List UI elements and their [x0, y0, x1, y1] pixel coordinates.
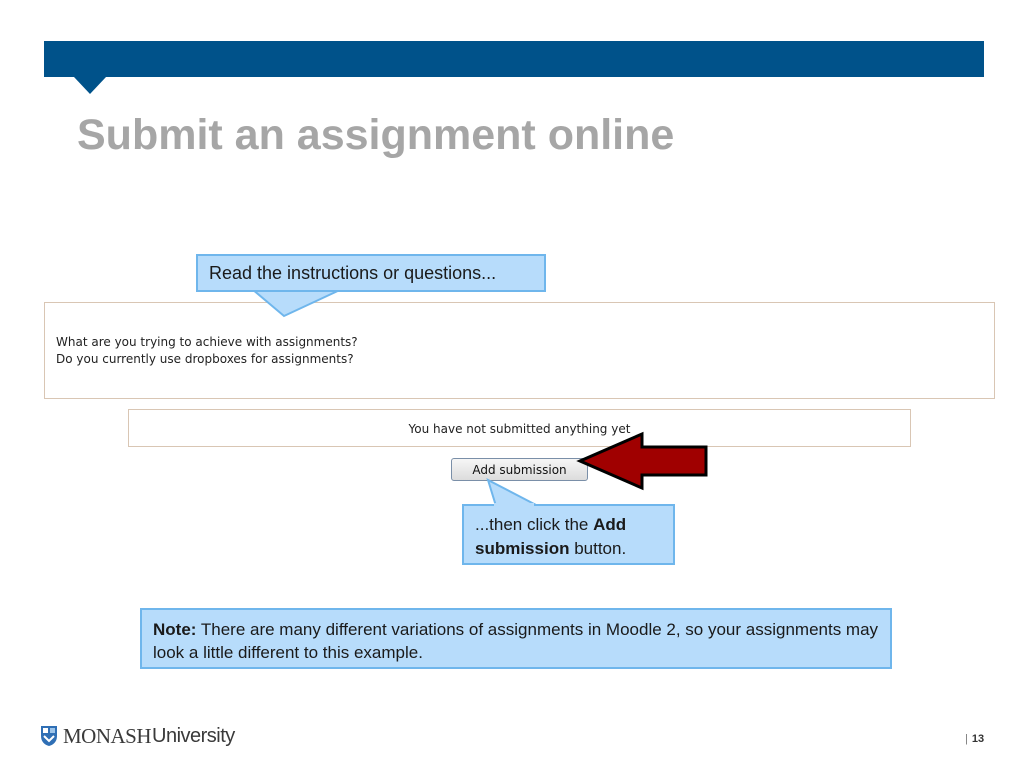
callout-tail	[250, 288, 360, 320]
monash-logo	[40, 723, 235, 749]
callout-click-add-submission	[462, 504, 675, 565]
red-left-arrow-icon	[578, 432, 710, 490]
logo-wordmark-bold: MONASH	[63, 723, 152, 748]
intro-question: What are you trying to achieve with assignments?	[56, 335, 358, 349]
page-number: | 13	[965, 733, 985, 745]
callout-read-instructions: Read the instructions or questions...	[196, 254, 546, 292]
note-callout	[140, 608, 892, 669]
logo-wordmark: University	[152, 724, 235, 747]
add-submission-button[interactable]: Add submission	[451, 458, 588, 481]
submission-status-panel	[128, 409, 911, 447]
callout-text: button.	[569, 539, 627, 558]
submission-status-text: You have not submitted anything yet	[408, 422, 631, 436]
note-label: Note:	[153, 620, 197, 639]
callout-text: ...then click the	[475, 515, 594, 534]
note-text: There are many different variations of assignments in Moodle 2, so your assignments may look a little different to this example.	[153, 620, 879, 662]
header-bar	[44, 41, 984, 77]
slide-title: Submit an assignment online	[77, 111, 675, 159]
intro-question: Do you currently use dropboxes for assignments?	[56, 352, 354, 366]
callout-emphasis: Add submission	[475, 515, 627, 558]
header-bar-notch	[74, 77, 106, 94]
monash-crest-icon	[40, 725, 58, 747]
assignment-intro-panel	[44, 302, 995, 399]
callout-tail-seam	[490, 503, 540, 507]
page-number-value: 13	[971, 733, 985, 745]
